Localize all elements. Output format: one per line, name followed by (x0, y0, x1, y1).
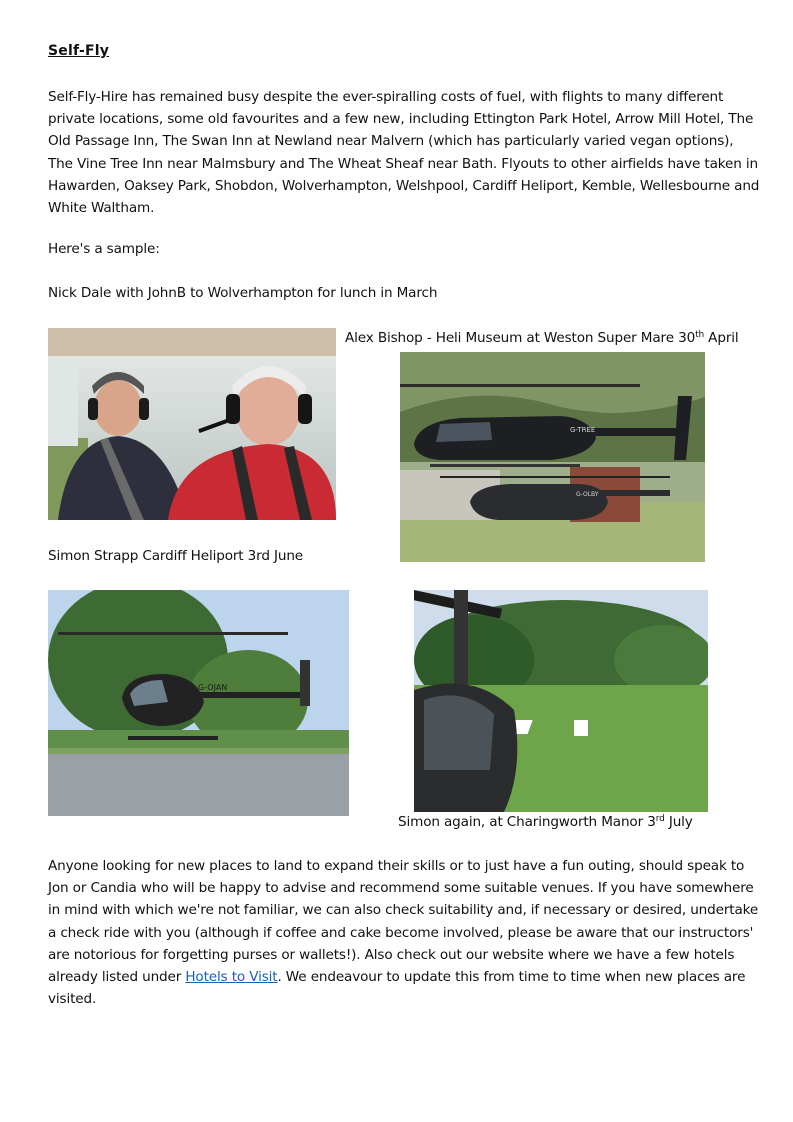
section-heading: Self-Fly (48, 43, 110, 59)
caption-simon-again-sup: rd (655, 814, 665, 824)
heli-reg-ojan: G-OJAN (198, 683, 228, 692)
photo-charingworth-manor (414, 590, 708, 812)
caption-simon-again-end: July (664, 814, 693, 830)
caption-simon-again (398, 814, 693, 830)
caption-alex-bishop-text: Alex Bishop - Heli Museum at Weston Super Mare 30 (345, 330, 696, 346)
caption-nick-dale: Nick Dale with JohnB to Wolverhampton for lunch in March (48, 285, 438, 301)
caption-simon-strapp: Simon Strapp Cardiff Heliport 3rd June (48, 548, 304, 564)
sample-label: Here's a sample: (48, 241, 160, 257)
heli-reg-olby: G-OLBY (576, 491, 599, 498)
caption-alex-bishop (345, 330, 739, 346)
caption-simon-again-text: Simon again, at Charingworth Manor 3 (398, 814, 656, 830)
outro-text-end: . We endeavour to update this from time to time when new places are visited. (48, 969, 746, 1008)
heli-reg-tree: G-TREE (570, 426, 596, 434)
outro-paragraph (48, 855, 760, 1010)
caption-alex-bishop-sup: th (695, 330, 705, 340)
photo-cardiff-heliport (48, 590, 349, 816)
photo-cockpit-selfie (48, 328, 336, 520)
caption-alex-bishop-end: April (704, 330, 739, 346)
intro-paragraph: Self-Fly-Hire has remained busy despite the ever-spiralling costs of fuel, with flights to many different private locations, some old favourites and a few new, including Ettington Park Hotel, Arrow Mill Hotel, The Old Passage Inn, The Swan Inn at Newland near Malvern (which has particularly varied vegan options), The Vine Tree Inn near Malmsbury and The Wheat Sheaf near Bath. Flyouts to other airfields have taken in Hawarden, Oaksey Park, Shobdon, Wolverhampton, Welshpool, Cardiff Heliport, Kemble, Wellesbourne and White Waltham. (48, 89, 760, 217)
photo-heli-museum (400, 352, 705, 562)
outro-text: Anyone looking for new places to land to expand their skills or to just have a fun outing, should speak to Jon or Candia who will be happy to advise and recommend some suitable venues. If you have somewhere in mind with which we're not familiar, we can also check suitability and, if necessary or desired, undertake a check ride with you (although if coffee and cake become involved, please be aware that our instructors' are notorious for forgetting purses or wallets!). Also check out our website where we have a few hotels already listed under (48, 858, 759, 986)
hotels-to-visit-link[interactable]: Hotels to Visit (185, 969, 278, 986)
